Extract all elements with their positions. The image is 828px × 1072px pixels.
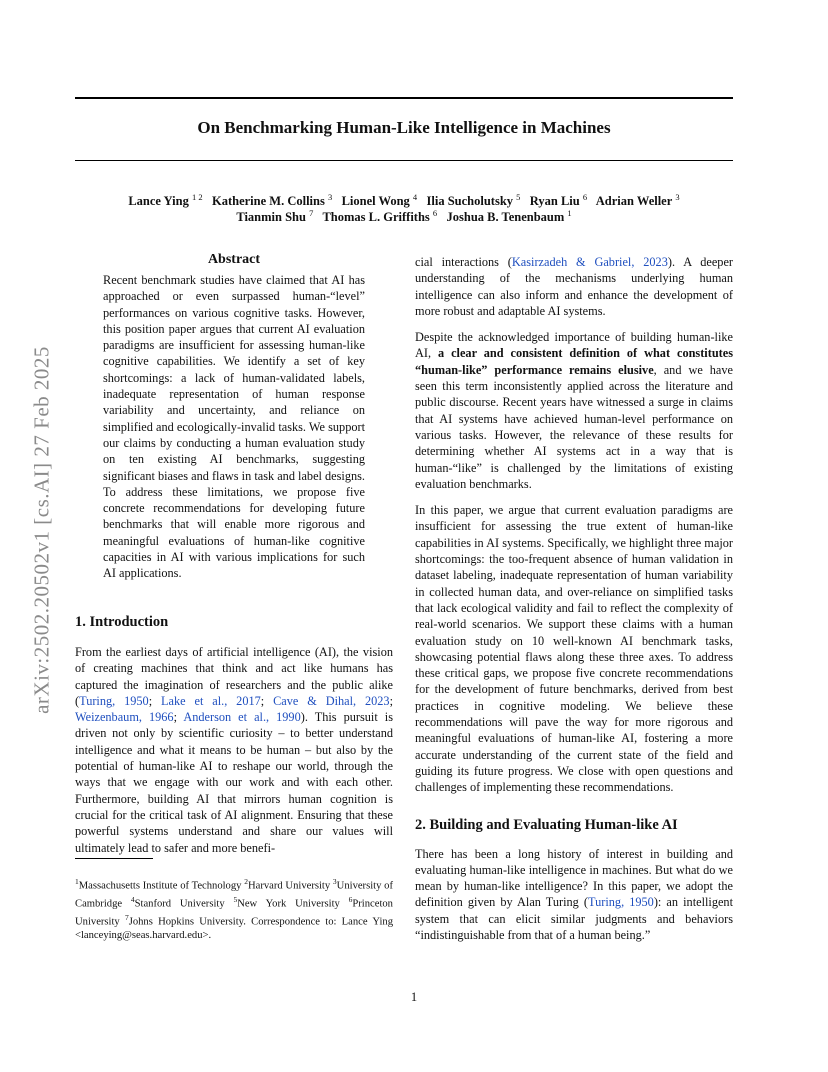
affiliation: Harvard University — [247, 880, 333, 892]
citation-link[interactable]: Turing, 1950 — [79, 693, 149, 708]
citation-link[interactable]: Kasirzadeh & Gabriel, 2023 — [511, 255, 668, 269]
footnote-mark: 1 — [75, 877, 79, 886]
text-run: cial interactions ( — [415, 255, 512, 269]
affiliations-footnote — [75, 875, 393, 943]
text-run: ). This pursuit is driven not only by scientific curiosity – to better understand intelligence and what it means to be human – but also by the potential of human-like AI to reshape our world, through the ways that we engage with our work and with each other. Furthermore, building AI that mirrors human cognition is crucial for the critical task of AI alignment. Ensuring that these powerful systems understand and share our values will ultimately lead to safer and more benefi- — [75, 710, 393, 855]
author-affiliation: 1 2 — [191, 192, 203, 202]
footnote-rule — [75, 858, 153, 859]
author: Joshua B. Tenenbaum — [446, 210, 565, 225]
abstract — [103, 252, 365, 582]
author: Ryan Liu — [529, 194, 580, 209]
intro-paragraph-2 — [415, 329, 733, 492]
author: Thomas L. Griffiths — [322, 210, 430, 225]
paper-title: On Benchmarking Human-Like Intelligence in Machines — [197, 118, 611, 137]
abstract-heading: Abstract — [207, 252, 261, 267]
author-affiliation: 3 — [675, 192, 680, 202]
text-run: ). A deeper understanding of the mechanisms underlying human intelligence can also inform and enhance the development of more robust and adaptable AI systems. — [415, 255, 734, 318]
author: Katherine M. Collins — [211, 194, 325, 209]
intro-paragraph-1: From the earliest days of artificial intelligence (AI), the vision of creating machines that think and act like humans has captured the imagination of researchers and the public alike (Turing, 1950; Lake et al., 2017; Cave & Dihal, 2023; Weizenbaum, 1966; Anderson et al., 1990). This pursuit is driven not only by scientific curiosity – to better understand intelligence and what it means to be human – but also by the potential of human-like AI to reshape our world, through the ways that we engage with our work and with each other. Furthermore, building AI that mirrors human cognition is crucial for the critical task of AI alignment. Ensuring that these powerful systems understand and share our values will ultimately lead to safer and more benefi- — [75, 645, 394, 855]
text-run: , and we have seen this term inconsistently applied across the literature and public discourse. Recent years have witnessed a surge in claims that AI systems have achieved human-level performance on various tasks. However, the relevance of these results for determining whether AI systems act in a way that is human-“like” is challenged by the limitations of existing evaluation benchmarks. — [415, 362, 734, 491]
author: Ilia Sucholutsky — [426, 194, 514, 209]
text-run: From the earliest days of artificial intelligence (AI), the vision of creating machines that think and act like humans has captured the imagination of researchers and the public alike ( — [75, 645, 393, 708]
author-affiliation: 1 — [567, 208, 572, 218]
left-column — [75, 614, 393, 856]
citation-link[interactable]: Anderson et al., 1990 — [183, 710, 301, 725]
intro-paragraph-3: In this paper, we argue that current evaluation paradigms are insufficient for assessing the true extent of human-like capabilities in AI systems. Specifically, we highlight three major shortcomings: the too-frequent absence of human validation in dataset labeling, inadequate representation of human variability in collected human data, and over-reliance on simplified tasks that lack ecological validity and fail to reflect the complexity of real-world scenarios. We support these claims with a human evaluation study on 10 well-known AI benchmark tasks, showcasing potential flaws along these three axes. To address these critical gaps, we propose five concrete recommendations for the development of future benchmarks, derived from best practices in cognitive modeling. We believe these recommendations will pave the way for more rigorous and meaningful evaluations of human-like AI, fostering a more accurate understanding of the current state of the field and guiding its future progress. We close with open questions and challenges of implementing these recommendations. — [415, 503, 733, 795]
emphasis-text: a clear and consistent definition of what constitutes “human-like” performance remains elusive — [415, 346, 733, 377]
section-heading-building-evaluating: 2. Building and Evaluating Human-like AI — [415, 816, 678, 833]
citation-link[interactable]: Cave & Dihal, 2023 — [273, 693, 390, 708]
authors-line-1 — [75, 192, 733, 209]
top-rule — [75, 97, 733, 99]
footnote-mark: 3 — [332, 877, 337, 886]
citation-link[interactable]: Weizenbaum, 1966 — [75, 710, 174, 725]
author: Adrian Weller — [595, 194, 673, 209]
right-column — [415, 254, 733, 943]
intro-paragraph-1-continued — [415, 254, 733, 319]
text-run: ): an intelligent system that can elicit similar judgments and behaviors “indistinguishable from that of a human being.” — [415, 895, 733, 942]
author-affiliation: 3 — [327, 192, 333, 202]
text-run: Despite the acknowledged importance of building human-like AI, — [415, 330, 733, 361]
affiliation: Princeton University — [75, 898, 393, 928]
footnote-mark: 6 — [348, 895, 353, 905]
citation-link[interactable]: Lake et al., 2017 — [161, 693, 261, 708]
authors-line-2 — [75, 208, 733, 225]
footnote-mark: 7 — [124, 913, 129, 923]
author: Lionel Wong — [341, 194, 410, 209]
author-affiliation: 7 — [309, 208, 314, 218]
abstract-text: Recent benchmark studies have claimed that AI has approached or even surpassed human-“level” performances on various cognitive tasks. However, this position paper argues that current AI evaluation paradigms are insufficient for assessing human-like cognitive capabilities. We identify a set of key shortcomings: a lack of human-validated labels, inadequate representation of human response variability and uncertainty, and reliance on simplified and ecologically-invalid tasks. We support our claims by conducting a human evaluation study on ten existing AI benchmarks, suggesting significant biases and flaws in task and label designs. To address these limitations, we propose five concrete recommendations for developing future benchmarks that will enable more rigorous and meaningful evaluations of human-like cognitive capacities in AI with various implications for such AI applications. — [103, 273, 365, 581]
section-heading-introduction: 1. Introduction — [75, 614, 169, 630]
text-run: There has been a long history of interest in building and evaluating human-like intelligence in machines. But what do we mean by human-like intelligence? In this paper, we adopt the definition given by Alan Turing ( — [415, 846, 733, 910]
citation-link[interactable]: Turing, 1950 — [588, 895, 654, 910]
footnote-mark: 2 — [244, 877, 248, 886]
title-rule — [75, 160, 733, 161]
author-affiliation: 4 — [412, 192, 418, 202]
author-affiliation: 6 — [582, 192, 588, 202]
affiliation: Stanford University — [134, 898, 234, 910]
arxiv-identifier: arXiv:2502.20502v1 [cs.AI] 27 Feb 2025 — [29, 346, 54, 714]
page-number: 1 — [410, 990, 418, 1004]
section2-paragraph-1 — [415, 846, 733, 944]
affiliation: New York University — [237, 898, 349, 910]
affiliation: University of Cambridge — [75, 880, 393, 910]
footnote-mark: 4 — [130, 895, 135, 905]
author: Tianmin Shu — [236, 210, 306, 225]
author-affiliation: 5 — [516, 192, 521, 202]
affiliation: Johns Hopkins University. Correspondence to: Lance Ying <lanceying@seas.harvard.edu>. — [75, 916, 393, 942]
author: Lance Ying — [128, 194, 189, 209]
footnote-mark: 5 — [233, 895, 238, 905]
affiliation: Massachusetts Institute of Technology — [78, 880, 245, 892]
author-affiliation: 6 — [432, 208, 438, 218]
